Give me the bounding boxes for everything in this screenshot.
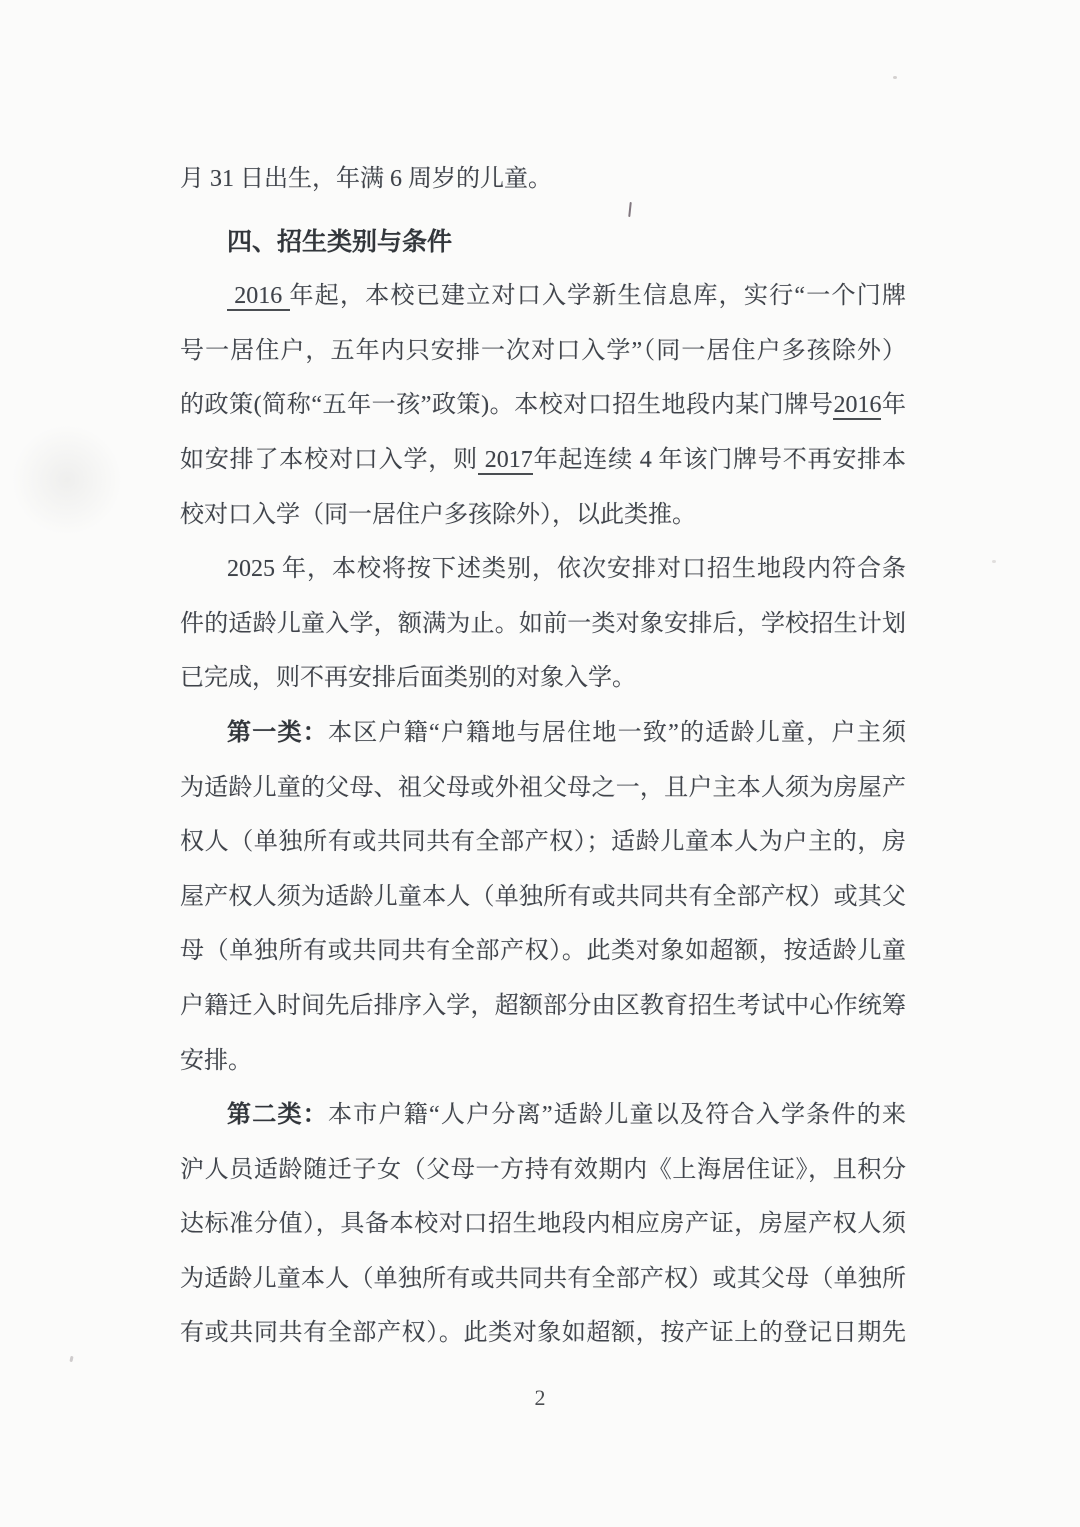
bold-label: 第二类： — [227, 1102, 328, 1129]
text-segment: 号一居住户，五年内只安排一次对口入学”（同一居住户多孩除外） — [180, 337, 906, 364]
text-segment: 屋产权人须为适龄儿童本人（单独所有或共同共有全部产权）或其父 — [180, 883, 906, 910]
text-segment: 年起连续 4 年该门牌号不再安排本 — [532, 446, 907, 473]
text-segment: 如安排了本校对口入学，则 — [180, 446, 478, 473]
scan-speck-bottom-left — [69, 1356, 73, 1362]
text-segment: 为适龄儿童的父母、祖父母或外祖父母之一，且户主本人须为房屋产 — [180, 774, 906, 801]
text-line — [180, 870, 906, 925]
text-segment: 本市户籍“人户分离”适龄儿童以及符合入学条件的来 — [328, 1102, 906, 1129]
underlined-text: 2016 — [227, 283, 290, 310]
text-line — [180, 324, 906, 379]
text-line — [180, 433, 906, 488]
text-line — [180, 542, 906, 597]
text-segment: 权人（单独所有或共同共有全部产权）；适龄儿童本人为户主的，房 — [180, 829, 906, 856]
page-number: 2 — [534, 1385, 546, 1410]
text-line — [180, 597, 906, 652]
section-heading — [180, 215, 906, 270]
text-segment: 户籍迁入时间先后排序入学，超额部分由区教育招生考试中心作统筹 — [180, 992, 906, 1019]
document-body — [180, 152, 906, 1361]
text-segment: 有或共同共有全部产权）。此类对象如超额，按产证上的登记日期先 — [180, 1320, 906, 1347]
text-line — [180, 1197, 906, 1252]
text-segment: 安排。 — [180, 1047, 252, 1074]
underlined-text: 2017 — [477, 446, 533, 473]
bold-label: 第一类： — [227, 719, 328, 746]
text-segment: 本区户籍“户籍地与居住地一致”的适龄儿童，户主须 — [328, 719, 906, 746]
bold-label: 四、招生类别与条件 — [227, 227, 453, 256]
text-line — [180, 1034, 906, 1089]
text-line — [180, 924, 906, 979]
text-line — [180, 1143, 906, 1198]
text-segment: 的政策(简称“五年一孩”政策)。本校对口招生地段内某门牌号 — [180, 392, 834, 419]
text-line — [180, 488, 906, 543]
scan-speck-mid-right — [992, 560, 996, 563]
text-line — [180, 651, 906, 706]
text-segment: 达标准分值），具备本校对口招生地段内相应房产证，房屋产权人须 — [180, 1211, 906, 1238]
text-line — [180, 1088, 906, 1143]
text-line — [180, 761, 906, 816]
text-line — [180, 1252, 906, 1307]
text-segment: 校对口入学（同一居住户多孩除外），以此类推。 — [180, 501, 696, 528]
text-segment: 年 — [881, 392, 906, 419]
text-line — [180, 815, 906, 870]
text-line — [180, 1306, 906, 1361]
text-segment: 2025 年，本校将按下述类别，依次安排对口招生地段内符合条 — [227, 556, 906, 583]
underlined-text: 2016 — [833, 392, 882, 419]
text-line — [180, 706, 906, 761]
text-segment: 为适龄儿童本人（单独所有或共同共有全部产权）或其父母（单独所 — [180, 1265, 906, 1292]
text-segment: 月 31 日出生，年满 6 周岁的儿童。 — [180, 166, 552, 192]
text-line — [180, 378, 906, 433]
text-line — [180, 979, 906, 1034]
text-segment: 已完成，则不再安排后面类别的对象入学。 — [180, 665, 636, 692]
text-segment: 沪人员适龄随迁子女（父母一方持有效期内《上海居住证》，且积分 — [180, 1156, 906, 1183]
text-segment: 母（单独所有或共同共有全部产权）。此类对象如超额，按适龄儿童 — [180, 938, 906, 965]
text-line — [180, 269, 906, 324]
text-segment: 年起，本校已建立对口入学新生信息库，实行“一个门牌 — [289, 283, 907, 310]
scan-smudge — [12, 425, 122, 535]
text-segment: 件的适龄儿童入学，额满为止。如前一类对象安排后，学校招生计划 — [180, 610, 906, 637]
text-line — [180, 152, 906, 207]
scan-speck-top-right — [893, 76, 897, 79]
